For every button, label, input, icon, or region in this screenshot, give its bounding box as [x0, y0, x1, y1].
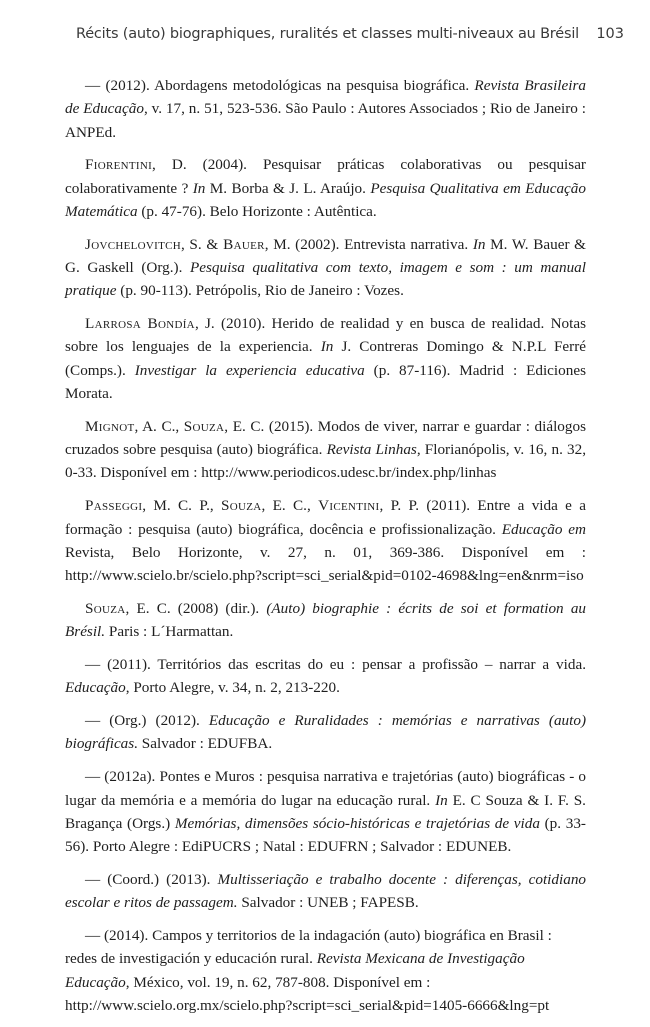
reference-text: , D. (2004). Pesquisar práticas colaborativas ou pesquisar colaborativamente ? [65, 156, 586, 197]
reference-list [65, 74, 586, 1027]
italic-text: In [435, 791, 448, 809]
reference-text: , J. (2010). Herido de realidad y en busca de realidad. Notas sobre los lenguajes de la experiencia. [65, 315, 587, 356]
reference-text: — (2012). Abordagens metodológicas na pesquisa biográfica. [85, 77, 475, 94]
reference-text: , A. C., [134, 417, 184, 435]
reference-entry [65, 653, 586, 700]
italic-text: Investigar la experiencia educativa [134, 361, 365, 379]
italic-text: Multisseriação e trabalho docente : diferenças, cotidiano escolar e ritos de passagem. [65, 870, 587, 912]
author-name: & [206, 235, 219, 253]
reference-text: Salvador : EDUFBA. [138, 735, 273, 753]
reference-text: , Porto Alegre, v. 34, n. 2, 213-220. [125, 679, 340, 697]
reference-text: (p. 87-116). Madrid : Ediciones Morata. [65, 361, 586, 403]
author-name: Passeggi [85, 497, 143, 515]
reference-text: (p. 33-56). Porto Alegre : EdiPUCRS ; Natal : EDUFRN ; Salvador : EDUNEB. [65, 814, 586, 856]
italic-text: (Auto) biographie : écrits de soi et formation au Brésil. [65, 599, 587, 641]
italic-text: Pesquisa Qualitativa em Educação Matemática [65, 179, 586, 220]
reference-entry [65, 74, 586, 144]
reference-entry [65, 709, 586, 756]
reference-text: E. C Souza & I. F. S. Bragança (Orgs.) [65, 791, 586, 832]
reference-text: , M. (2002). Entrevista narrativa. [264, 235, 473, 253]
reference-entry [65, 415, 586, 485]
italic-text: Educação [65, 679, 126, 697]
italic-text: Revista Mexicana de Investigação Educação [65, 950, 525, 991]
reference-text: — (Coord.) (2013). [85, 870, 218, 888]
italic-text: In [320, 338, 334, 356]
running-title: Récits (auto) biographiques, ruralités et classes multi-niveaux au Brésil [75, 26, 579, 42]
author-name: Fiorentini [85, 156, 153, 174]
reference-text: Salvador : UNEB ; FAPESB. [237, 894, 419, 912]
reference-entry [65, 494, 586, 587]
page-number: 103 [596, 26, 624, 42]
author-name: Souza [221, 497, 262, 515]
italic-text: Revista Linhas [326, 441, 417, 459]
reference-entry [65, 765, 586, 858]
reference-text: M. Borba & J. L. Araújo. [205, 179, 371, 197]
reference-entry [65, 924, 586, 1017]
reference-entry [65, 153, 586, 223]
author-name: Larrosa Bondía [85, 315, 195, 333]
italic-text: Educação e Ruralidades : memórias e narrativas (auto) biográficas. [65, 712, 587, 753]
reference-entry [65, 233, 586, 303]
reference-text: — (2011). Territórios das escritas do eu : pensar a profissão – narrar a vida. [85, 656, 586, 674]
italic-text: In [472, 235, 486, 253]
reference-text: , E. C. (2015). Modos de viver, narrar e guardar : diálogos cruzados sobre pesquisa (auto) biográfica. [65, 417, 587, 459]
author-name: Bauer [223, 235, 265, 253]
reference-text: , P. P. (2011). Entre a vida e a formação : pesquisa (auto) biográfica, docência e profissionalização. [65, 497, 586, 538]
reference-text: (p. 90-113). Petrópolis, Rio de Janeiro : Vozes. [116, 282, 404, 300]
reference-text: M. W. Bauer & G. Gaskell (Org.). [65, 235, 586, 277]
reference-text: , Florianópolis, v. 16, n. 32, 0-33. Disponível em : http://www.periodicos.udesc.br/index.php/linhas [65, 441, 587, 482]
italic-text: Memórias, dimensões sócio-históricas e trajetórias de vida [174, 814, 540, 832]
italic-text: In [192, 179, 206, 197]
reference-entry [65, 868, 586, 915]
reference-text: — (2012a). Pontes e Muros : pesquisa narrativa e trajetórias (auto) biográficas - o lugar da memória e a memória do lugar na educação rural. [65, 768, 586, 809]
reference-text: (p. 47-76). Belo Horizonte : Autêntica. [137, 202, 377, 220]
reference-entry [65, 597, 586, 644]
reference-text: , México, vol. 19, n. 62, 787-808. Disponível em : http://www.scielo.org.mx/scielo.php?script=sci_serial&pid=1405-6666&lng=pt [65, 973, 550, 1014]
author-name: Mignot [85, 417, 135, 435]
italic-text: Revista Brasileira de Educação [65, 77, 586, 118]
italic-text: Pesquisa qualitativa com texto, imagem e som : um manual pratique [65, 259, 586, 300]
reference-entry [65, 312, 586, 405]
italic-text: Educação em [501, 520, 586, 538]
reference-text: Paris : L´Harmattan. [105, 623, 234, 641]
reference-text: J. Contreras Domingo & N.P.L Ferré (Comps.). [65, 338, 586, 379]
page-header [0, 26, 650, 48]
reference-text: — (Org.) (2012). [85, 712, 209, 730]
reference-text: , E. C., [261, 497, 319, 515]
reference-text: , S. [180, 235, 207, 253]
author-name: Souza [183, 417, 225, 435]
author-name: Vicentini [318, 497, 380, 515]
reference-text: , E. C. (2008) (dir.). [125, 599, 267, 617]
reference-text: , M. C. P., [142, 497, 222, 515]
reference-text: , v. 17, n. 51, 523-536. São Paulo : Autores Associados ; Rio de Janeiro : ANPEd. [65, 100, 587, 141]
reference-text: — (2014). Campos y territorios de la indagación (auto) biográfica en Brasil : redes de investigación y educación rural. [65, 927, 552, 968]
reference-text: Revista, Belo Horizonte, v. 27, n. 01, 369-386. Disponível em : http://www.scielo.br/scielo.php?script=sci_serial&pid=0102-4698&lng=en&nrm=iso [65, 543, 586, 585]
author-name: Souza [85, 599, 126, 617]
author-name: Jovchelovitch [85, 235, 181, 253]
